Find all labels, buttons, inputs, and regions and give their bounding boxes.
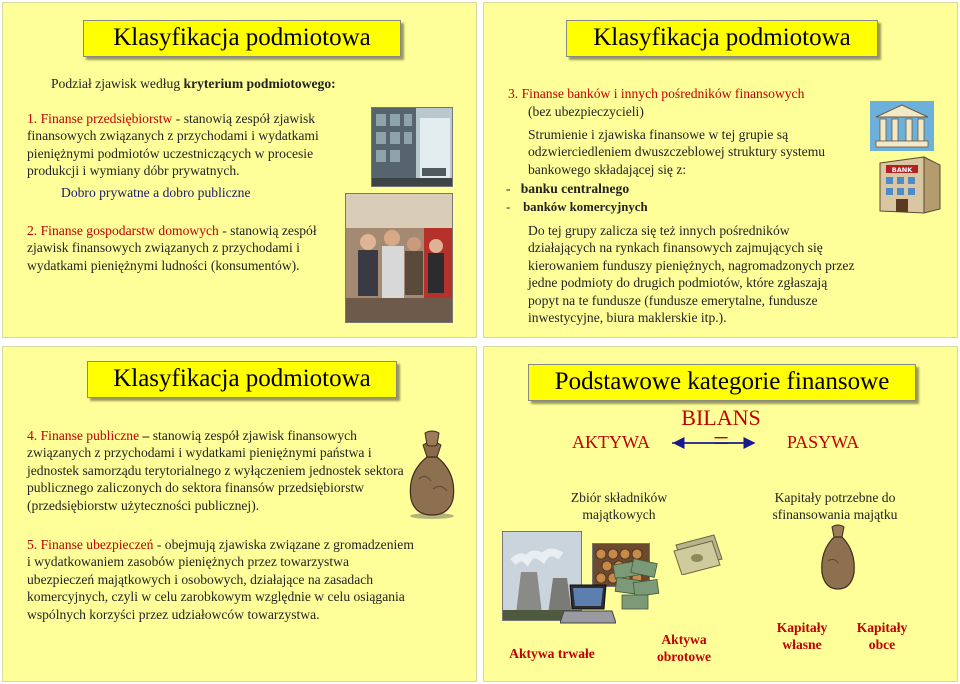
aktywa-label: AKTYWA [572,432,650,452]
private-public-goods: Dobro prywatne a dobro publiczne [61,185,251,200]
item-1-paragraph: 1. Finanse przedsiębiorstw - stanowią zespół zjawisk finansowych związanych z przychodami i wydatkami pieniężnymi podmiotów uczestniczących w procesie produkcji i wymiany dóbr prywatnych. [27,111,319,179]
item-2-paragraph: 2. Finanse gospodarstw domowych - stanowią zespół zjawisk finansowych związanych z przychodami i wydatkami pieniężnymi ludności (konsumentów). [27,223,317,273]
intermediaries-paragraph: Do tej grupy zalicza się też innych pośredników działających na rynkach finansowych zajmujących się kierowaniem funduszy pieniężnych, nagromadzonych przez jedne podmioty do drugich podmiotów, które zgłaszają popyt na te fundusze (fundusze emerytalne, fundusze inwestycyjne, biura maklerskie itp.). [528,223,855,326]
slide-3-title: Klasyfikacja podmiotowa [87,361,397,398]
two-tier-paragraph: Strumienie i zjawiska finansowe w tej grupie są odzwierciedleniem dwuszczeblowej struktury systemu bankowego składającej się z: [528,127,826,177]
commercial-bank-icon [876,153,944,215]
slide-1-intro: Podział zjawisk według kryterium podmiotowego: [51,76,336,91]
bullet-commercial-banks: - banków komercyjnych [506,200,648,214]
equals-sign: = [713,426,729,457]
pasywa-description: Kapitały potrzebne do sfinansowania majątku [772,490,898,522]
pasywa-label: PASYWA [786,432,860,452]
external-capital-label: Kapitały obce [856,620,908,652]
item-4-paragraph: 4. Finanse publiczne – stanowią zespół zjawisk finansowych związanych z przychodami i wydatkami pieniężnymi państwa i jednostek samorządu terytorialnego z wyłączeniem jednostek sektora publicznego zaliczonych do sektora finansów przedsiębiorstw (przedsiębiorstw użyteczności publicznej). [27,428,404,513]
own-capital-label: Kapitały własne [776,620,828,652]
people-photo [345,193,453,323]
banknotes-photo [672,531,724,575]
slide-1 [2,2,477,338]
office-building-photo [371,107,453,187]
slide-3 [2,346,477,682]
bilans-heading: BILANS [681,405,761,430]
slide-1-title: Klasyfikacja podmiotowa [83,20,401,57]
item-3-heading: 3. Finanse banków i innych pośredników finansowych [508,86,805,101]
aktywa-description: Zbiór składników majątkowych [570,490,668,522]
slide-2 [483,2,958,338]
bullet-central-bank: - banku centralnego [506,181,630,196]
item-5-paragraph: 5. Finanse ubezpieczeń - obejmują zjawiska związane z gromadzeniem i wydatkowaniem zasobów pieniężnych przez towarzystwa ubezpieczeń majątkowych i osobowych, działające na zasadach komercyjnych, czyli w celu zarobkowym względnie w celu osiągania wspólnych korzyści przez udziałowców towarzystwa. [27,537,414,622]
slide-4 [483,346,958,682]
fixed-assets-label: Aktywa trwałe [509,646,595,661]
current-assets-label: Aktywa obrotowe [656,632,712,664]
cash-pile-photo [612,557,660,613]
slide-2-title: Klasyfikacja podmiotowa [566,20,878,57]
svg-text:BANK: BANK [891,166,913,174]
laptop-photo [560,581,616,629]
money-bag-icon [403,429,461,519]
item-3-subheading: (bez ubezpieczycieli) [528,104,644,119]
money-bag-icon-2 [818,523,858,593]
slide-4-title: Podstawowe kategorie finansowe [528,364,916,401]
central-bank-icon [870,101,934,151]
